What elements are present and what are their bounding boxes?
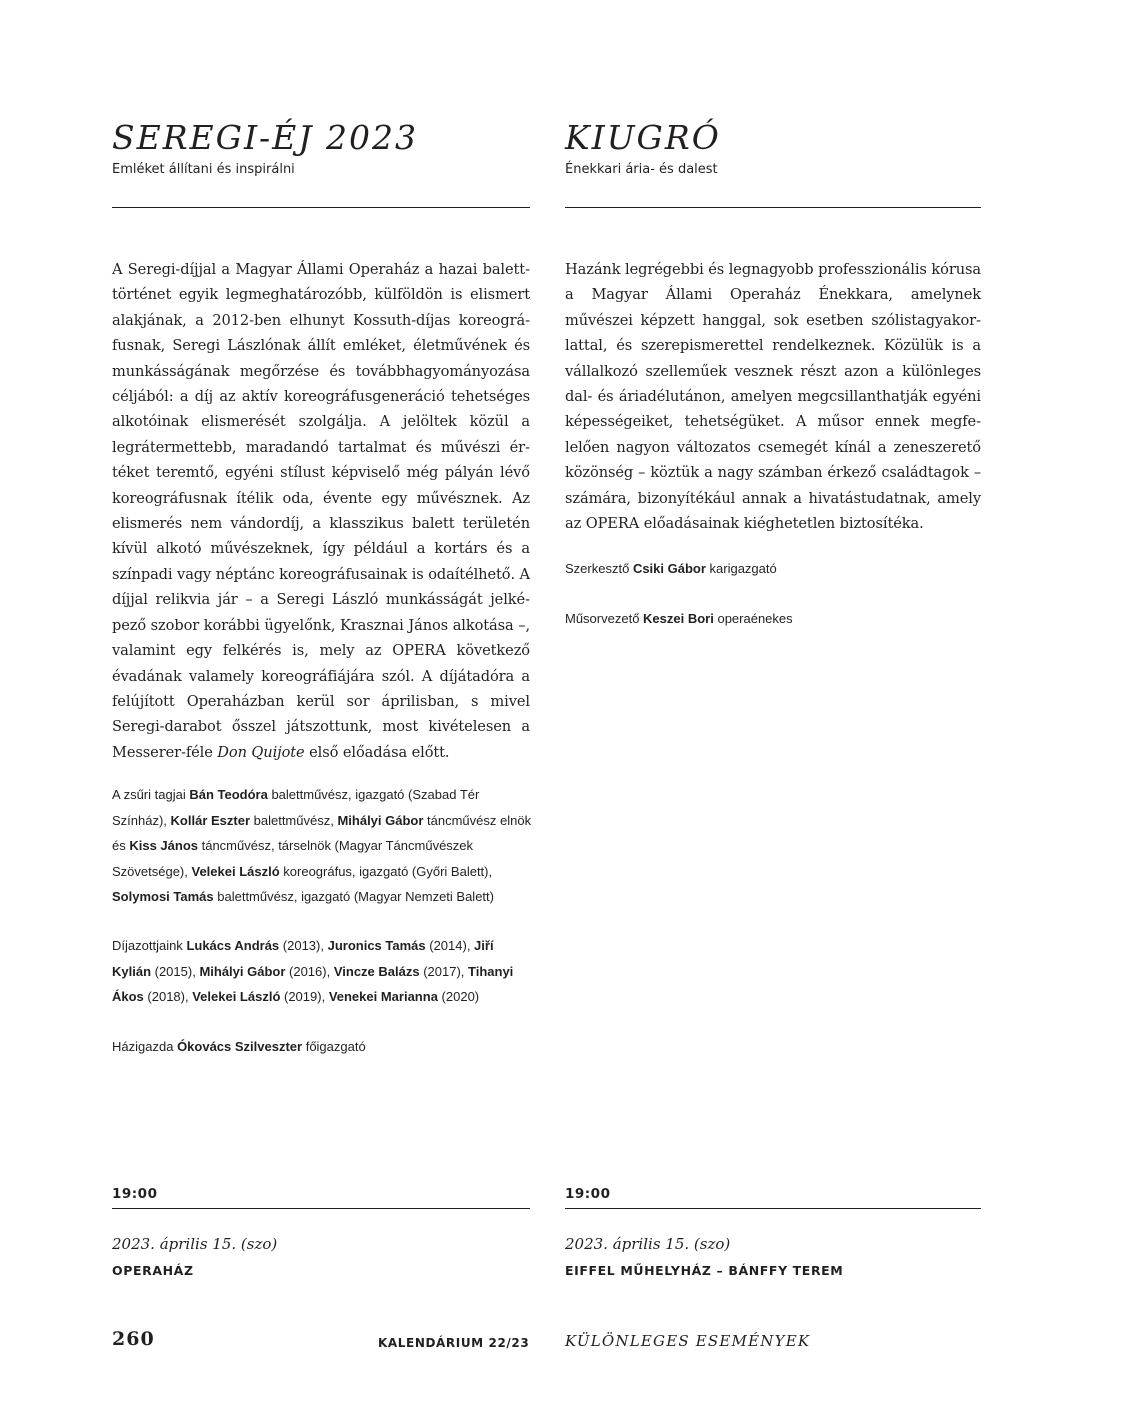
host-label: Házigazda xyxy=(112,1039,174,1054)
left-event-description xyxy=(112,257,530,765)
left-description-part: első előadása előtt. xyxy=(304,743,450,761)
presenter-credit xyxy=(565,606,981,632)
left-event-subtitle: Emléket állítani és inspirálni xyxy=(112,162,295,177)
jury-member-name: Kollár Eszter xyxy=(170,812,251,828)
right-event-description: Hazánk legrégebbi és legnagyobb professzionális kórusa a Magyar Állami Operaház Énekkara, amelynek művészei képzett hanggal, sok esetben szólistagyakorlattal, és szerepismerettel rendelkeznek. Közülük is a vállalkozó szelleműek vesznek részt azon a különleges dal- és áriadélutánon, amelyen megcsillanthatják egyéni képességeiket, tehetségüket. A műsor ennek megfelelően nagyon változatos csemegét kínál a zeneszerető közönség – köztük a nagy számban érkező családtagok – számára, bizonyítékául annak a hivatástudatnak, amely az OPERA előadásainak kiéghetetlen biztosítéka. xyxy=(565,261,981,533)
right-time-divider xyxy=(565,1208,981,1209)
jury-member-role: táncművész, társelnök (Magyar Táncművészek Szövetsége), xyxy=(112,838,474,879)
presenter-name: Keszei Bori xyxy=(643,611,714,626)
laureate-year: (2016), xyxy=(285,963,334,979)
editor-role: karigazgató xyxy=(705,561,777,576)
laureate-year: (2017), xyxy=(419,963,469,979)
page-number: 260 xyxy=(112,1328,155,1350)
left-event-time: 19:00 xyxy=(112,1186,158,1202)
host-credit xyxy=(112,1034,366,1060)
jury-label: A zsűri tagjai xyxy=(112,787,186,802)
presenter-label: Műsorvezető xyxy=(565,611,640,626)
laureate-year: (2019), xyxy=(280,989,329,1004)
left-description-work-title: Don Quijote xyxy=(217,743,305,761)
laureate-name: Jiří Kylián xyxy=(112,938,494,979)
presenter-role: operaénekes xyxy=(713,611,793,626)
jury-member-name: Kiss János xyxy=(129,838,198,853)
host-role: főigazgató xyxy=(302,1039,366,1054)
laureate-year: (2014), xyxy=(425,938,475,953)
laureate-year: (2020) xyxy=(437,989,480,1004)
jury-member-name: Mihályi Gábor xyxy=(337,812,424,828)
laureate-name: Venekei Marianna xyxy=(328,989,438,1004)
laureate-name: Lukács András xyxy=(186,938,280,953)
laureate-name: Juronics Tamás xyxy=(327,938,426,953)
laureate-year: (2013), xyxy=(279,938,328,953)
laureate-year: (2015), xyxy=(151,963,200,979)
section-name: KÜLÖNLEGES ESEMÉNYEK xyxy=(565,1332,811,1350)
jury-member-role: táncművész elnök és xyxy=(112,812,532,853)
right-event-date: 2023. április 15. (szo) xyxy=(565,1235,731,1253)
laureate-name: Mihályi Gábor xyxy=(199,963,286,979)
jury-member-name: Bán Teodóra xyxy=(189,787,268,802)
left-time-divider xyxy=(112,1208,530,1209)
right-event-subtitle: Énekkari ária- és dalest xyxy=(565,162,718,177)
jury-member-role: balettművész, igazgató (Magyar Nemzeti Balett) xyxy=(213,889,494,904)
left-title-divider xyxy=(112,207,530,208)
right-event-title: KIUGRÓ xyxy=(565,118,721,157)
jury-member-name: Velekei László xyxy=(191,863,280,879)
publication-name: KALENDÁRIUM 22/23 xyxy=(378,1336,530,1350)
laureate-name: Vincze Balázs xyxy=(333,963,420,979)
editor-credit xyxy=(565,556,981,582)
jury-credits xyxy=(112,782,532,910)
laureate-name: Tihanyi Ákos xyxy=(112,963,514,1004)
left-event-venue: OPERAHÁZ xyxy=(112,1263,194,1278)
jury-member-role: balettművész, igazgató (Szabad Tér Színház), xyxy=(112,787,480,828)
jury-member-role: balettművész, xyxy=(250,812,338,828)
host-name: Ókovács Szilveszter xyxy=(177,1039,303,1054)
jury-member-role: koreográfus, igazgató (Győri Balett), xyxy=(279,863,493,879)
laureates-credits xyxy=(112,933,532,1010)
laureate-name: Velekei László xyxy=(192,989,281,1004)
right-event-venue: EIFFEL MŰHELYHÁZ – BÁNFFY TEREM xyxy=(565,1263,844,1278)
laureates-label: Díjazottjaink xyxy=(112,938,183,953)
right-event-time: 19:00 xyxy=(565,1186,611,1202)
right-title-divider xyxy=(565,207,981,208)
left-description-part: A Seregi-díjjal a Magyar Állami Operaház a hazai baletttörténet egyik legmeghatározóbb, külföldön is elismert alakjának, a 2012-ben elhunyt Kossuth-díjas koreográfusnak, Seregi Lászlónak állít emléket, életművének és munkásságának megőrzése és továbbhagyományozása céljából: a díj az aktív koreográfusgeneráció tehetséges alkotóinak elismerését szolgálja. A jelöltek közül a legrátermettebb, maradandó tartalmat és művészi értéket teremtő, egyéni stílust képviselő még pályán lévő koreográfusnak ítélik oda, évente egy művésznek. Az elismerés nem vándordíj, a klasszikus balett területén kívül alkotó művészeknek, így például a kortárs és a színpadi vagy néptánc koreográfusainak is odaítélhető. A díjjal relikvia jár – a Seregi László munkásságát jelképező szobor korábbi ügyelőnk, Krasznai János alkotása –, valamint egy felkérés is, mely az OPERA következő évadának valamely koreográfiájára szól. A díjátadóra a felújított Operaházban kerül sor áprilisban, s mivel Seregi-darabot ősszel játszottunk, most kivételesen a Messerer-féle xyxy=(112,261,530,761)
editor-label: Szerkesztő xyxy=(565,561,630,576)
jury-member-name: Solymosi Tamás xyxy=(112,889,214,904)
left-event-title: SEREGI-ÉJ 2023 xyxy=(112,118,418,157)
editor-name: Csiki Gábor xyxy=(632,561,706,576)
laureate-year: (2018), xyxy=(143,989,193,1004)
left-event-date: 2023. április 15. (szo) xyxy=(112,1235,278,1253)
